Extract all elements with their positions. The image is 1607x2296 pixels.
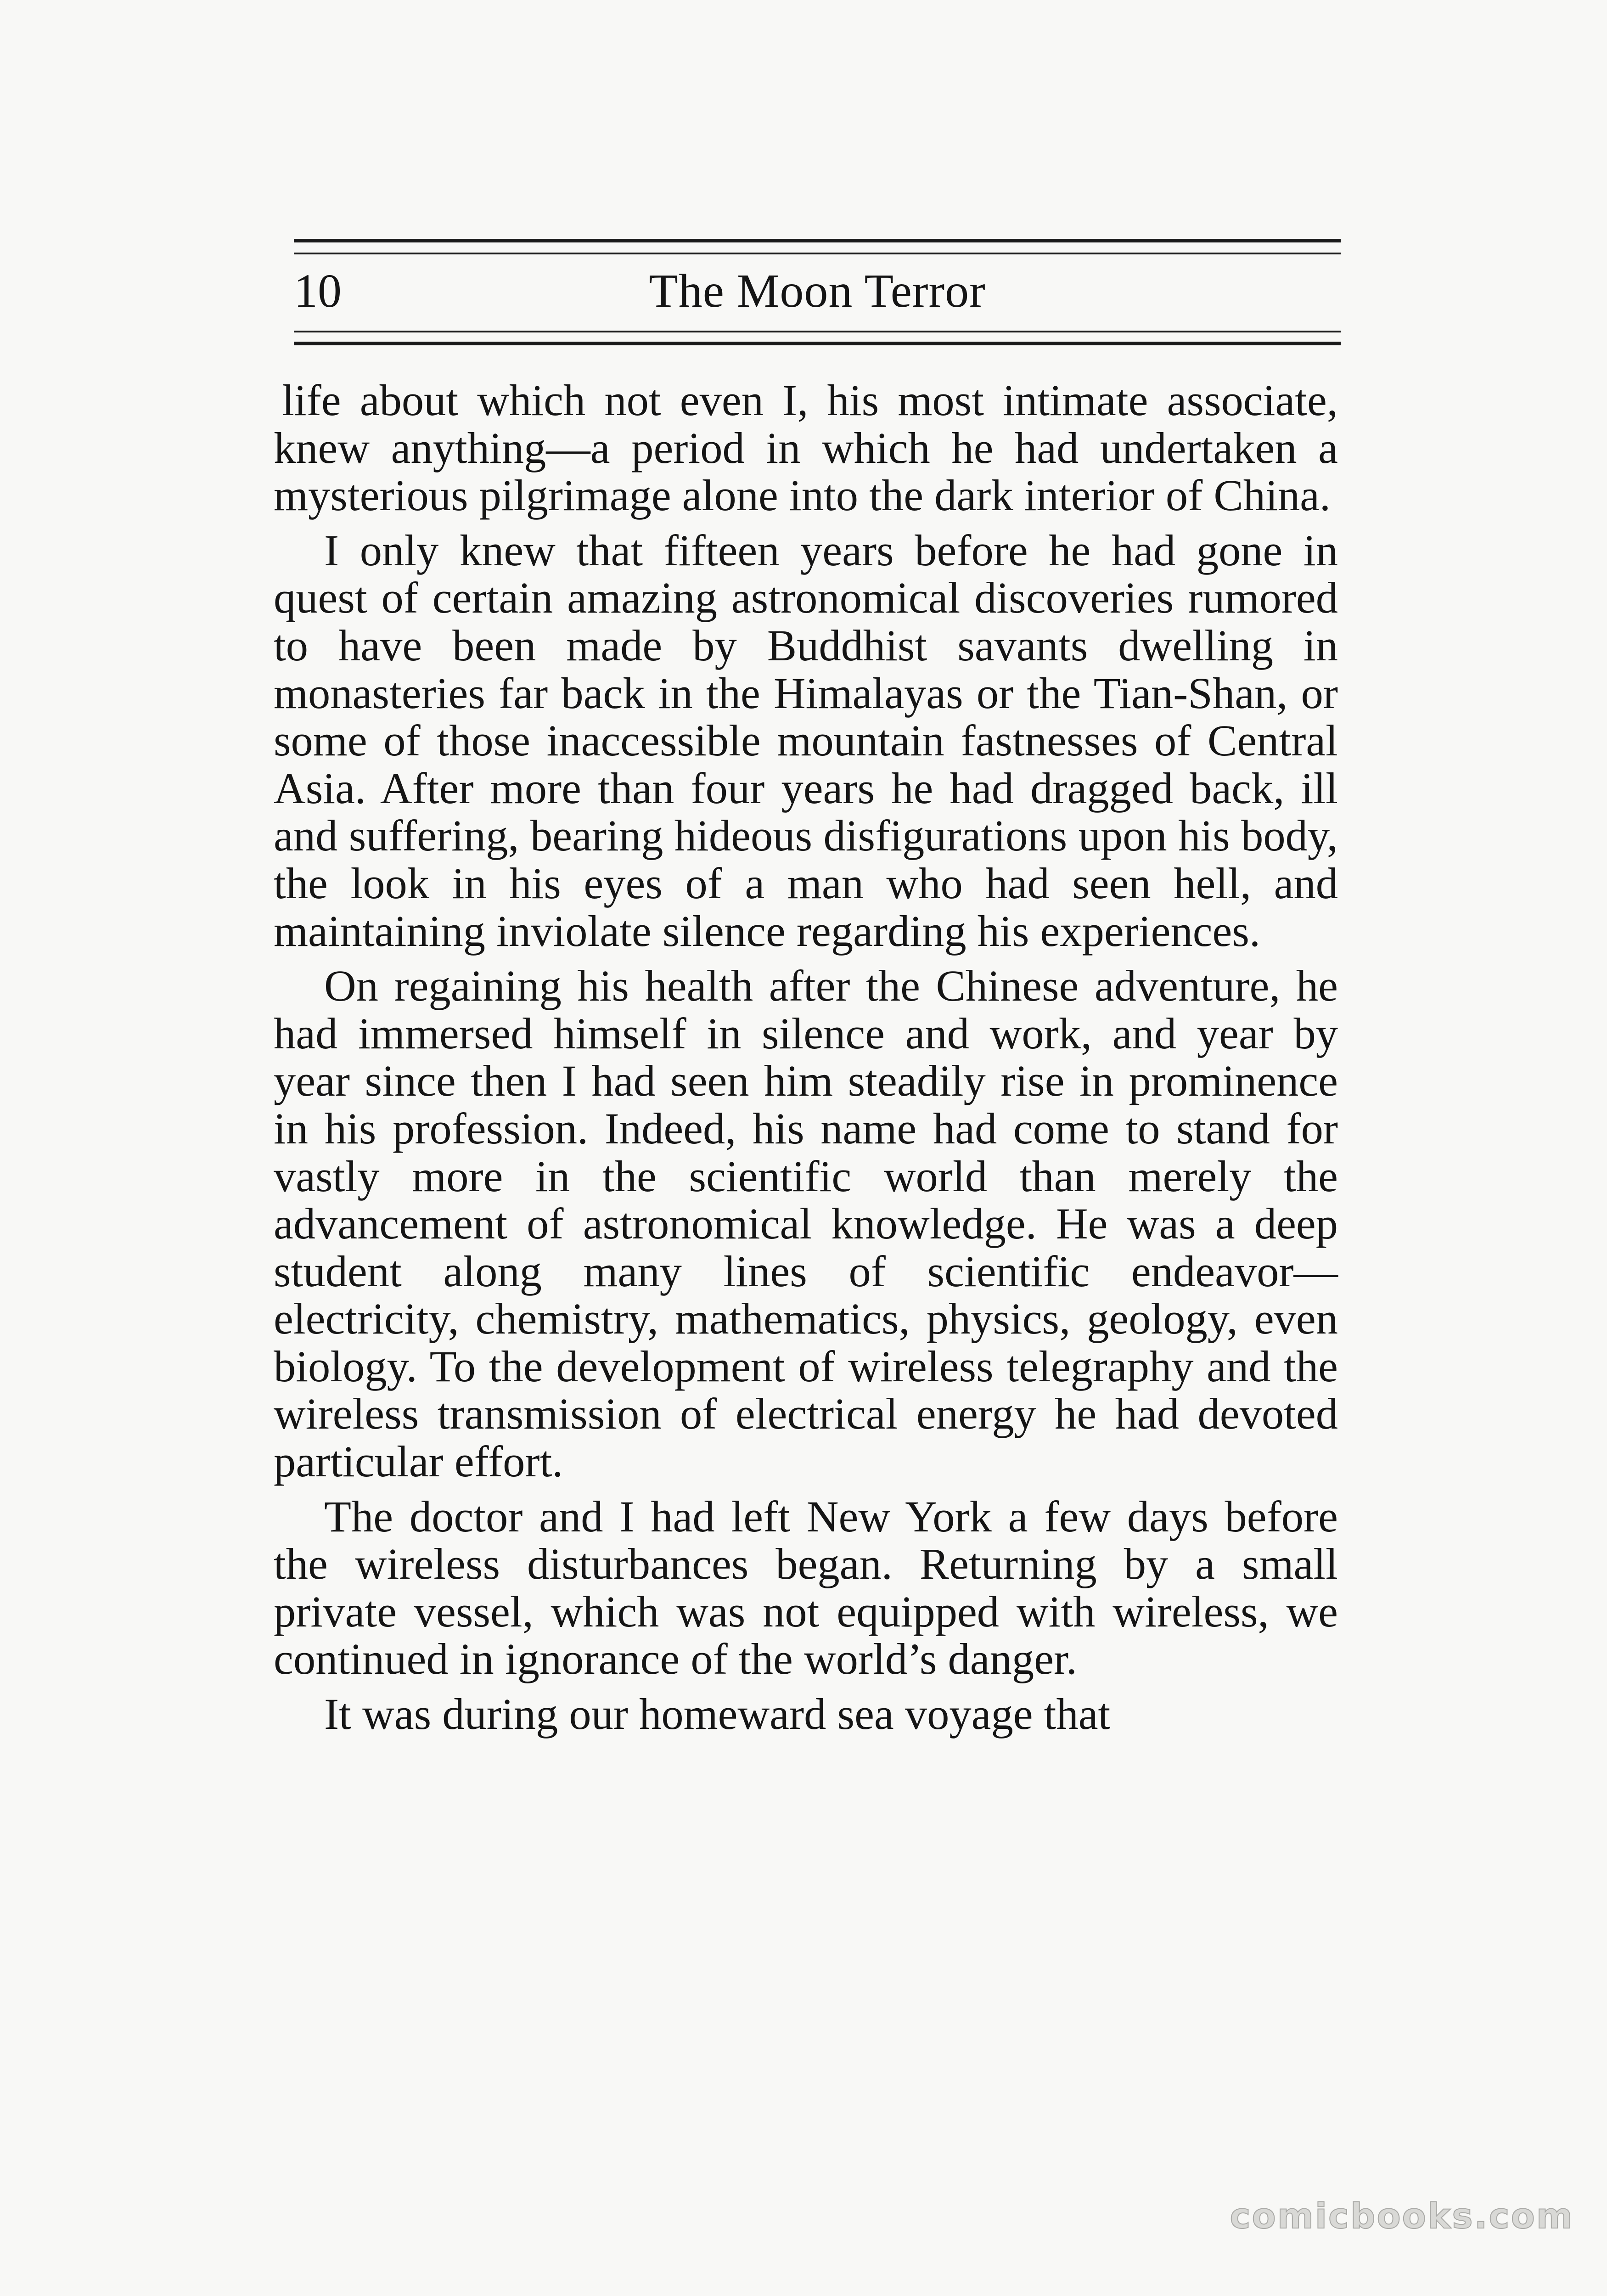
header-rule-top-thick [294,239,1341,242]
paragraph-5: It was during our homeward sea voyage that [324,1689,1111,1739]
paragraph-1: life about which not even I, his most intimate associate, knew anything—a period in which he had undertaken a mysterious pilgrimage alone into the dark interior of China. [274,376,1338,520]
paragraph-3: On regaining his health after the Chinese adventure, he had immersed himself in silence and work, and year by year since then I had seen him steadily rise in prominence in his profession. Indeed, his name had come to stand for vastly more in the scientific world than merely the advancement of astronomical knowledge. He was a deep student along many lines of scientific endeavor—electricity, chemistry, mathematics, physics, geology, even biology. To the development of wireless telegraphy and the wireless transmission of electrical energy he had devoted particular effort. [274,961,1338,1486]
page-header [294,239,1341,354]
paragraph-2: I only knew that fifteen years before he had gone in quest of certain amazing astronomical discoveries rumored to have been made by Buddhist savants dwelling in monasteries far back in the Himalayas or the Tian-Shan, or some of those inaccessible mountain fastnesses of Central Asia. After more than four years he had dragged back, ill and suffering, bearing hideous disfigurations upon his body, the look in his eyes of a man who had seen hell, and maintaining inviolate silence regarding his experiences. [274,525,1338,956]
header-rule-bottom-thin [294,331,1341,332]
page-number: 10 [294,264,342,317]
header-rule-top-thin [294,253,1341,254]
header-rule-bottom-thick [294,342,1341,345]
running-title: The Moon Terror [649,264,986,317]
body-text [274,377,1338,1738]
paragraph-4: The doctor and I had left New York a few days before the wireless disturbances began. Returning by a small private vessel, which was not equipped with wireless, we continued in ignorance of the world’s danger. [274,1491,1338,1684]
watermark-logo: comicbooks.com [1230,2195,1574,2236]
